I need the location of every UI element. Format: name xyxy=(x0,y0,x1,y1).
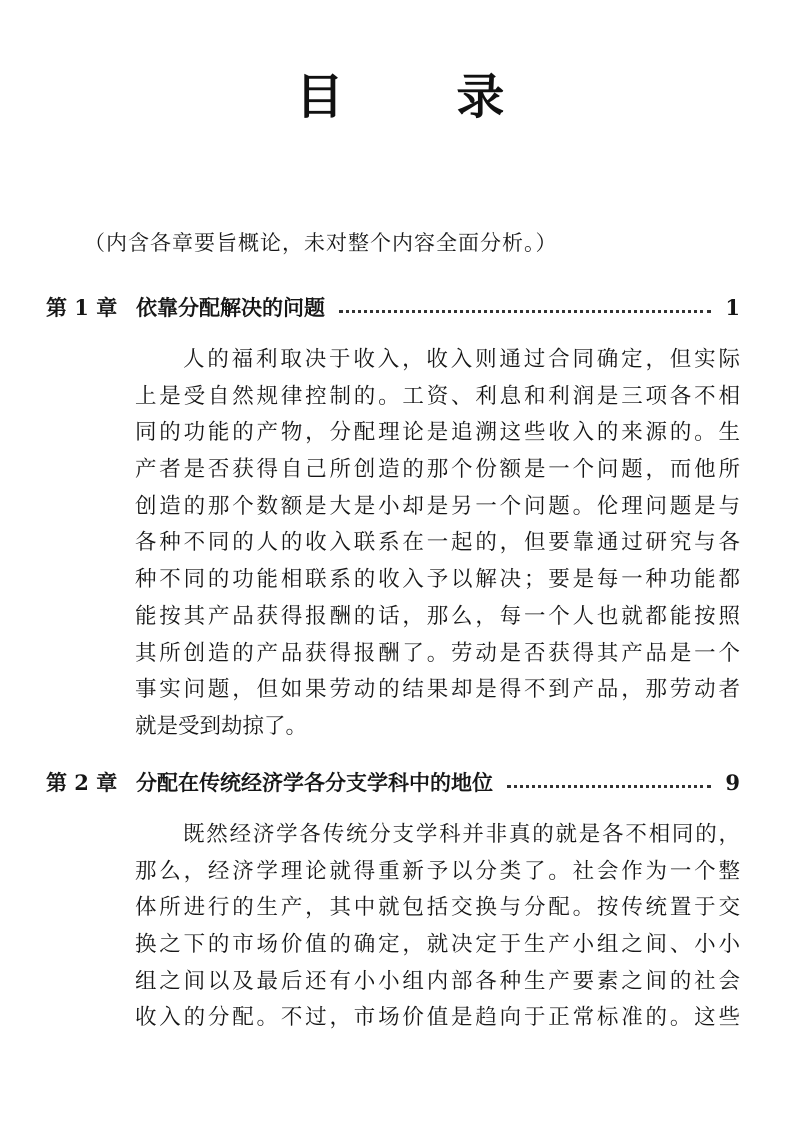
summary-line: 事实问题，但如果劳动的结果却是得不到产品，那劳动者 xyxy=(135,677,740,703)
summary-line: 种不同的功能相联系的收入予以解决；要是每一种功能都 xyxy=(135,567,740,593)
chapter-page-number: 9 xyxy=(725,769,740,795)
summary-line: 其所创造的产品获得报酬了。劳动是否获得其产品是一个 xyxy=(135,640,740,666)
contents-note: （内含各章要旨概论，未对整个内容全面分析。） xyxy=(84,231,558,255)
summary-line: 产者是否获得自己所创造的那个份额是一个问题，而他所 xyxy=(135,457,740,483)
summary-line: 收入的分配。不过，市场价值是趋向于正常标准的。这些 xyxy=(135,1005,740,1031)
chapter-number: 第 2 章 xyxy=(46,770,118,795)
summary-line: 上是受自然规律控制的。工资、利息和利润是三项各不相 xyxy=(135,383,740,409)
summary-line: 创造的那个数额是大是小却是另一个问题。伦理问题是与 xyxy=(135,493,740,519)
chapter-title: 依靠分配解决的问题 xyxy=(136,295,325,320)
dot-leader xyxy=(507,785,711,788)
summary-line: 人的福利取决于收入，收入则通过合同确定，但实际 xyxy=(183,347,740,372)
toc-entry-chapter-1[interactable] xyxy=(46,290,740,324)
summary-line: 各种不同的人的收入联系在一起的，但要靠通过研究与各 xyxy=(135,530,740,556)
summary-line: 同的功能的产物，分配理论是追溯这些收入的来源的。生 xyxy=(135,420,740,446)
summary-line: 能按其产品获得报酬的话，那么，每一个人也就都能按照 xyxy=(135,603,740,629)
chapter-2-summary xyxy=(135,817,740,1037)
summary-line: 就是受到劫掠了。 xyxy=(135,713,308,739)
page-title: 目 录 xyxy=(295,69,553,125)
chapter-1-summary xyxy=(135,342,740,746)
chapter-page-number: 1 xyxy=(725,294,740,320)
summary-line: 组之间以及最后还有小小组内部各种生产要素之间的社会 xyxy=(135,968,740,994)
dot-leader xyxy=(339,310,711,313)
chapter-title: 分配在传统经济学各分支学科中的地位 xyxy=(136,770,493,795)
summary-line: 那么，经济学理论就得重新予以分类了。社会作为一个整 xyxy=(135,858,740,884)
toc-entry-chapter-2[interactable] xyxy=(46,765,740,799)
chapter-number: 第 1 章 xyxy=(46,295,118,320)
summary-line: 既然经济学各传统分支学科并非真的就是各不相同的， xyxy=(183,822,740,847)
summary-line: 换之下的市场价值的确定，就决定于生产小组之间、小小 xyxy=(135,932,740,958)
summary-line: 体所进行的生产，其中就包括交换与分配。按传统置于交 xyxy=(135,895,740,921)
